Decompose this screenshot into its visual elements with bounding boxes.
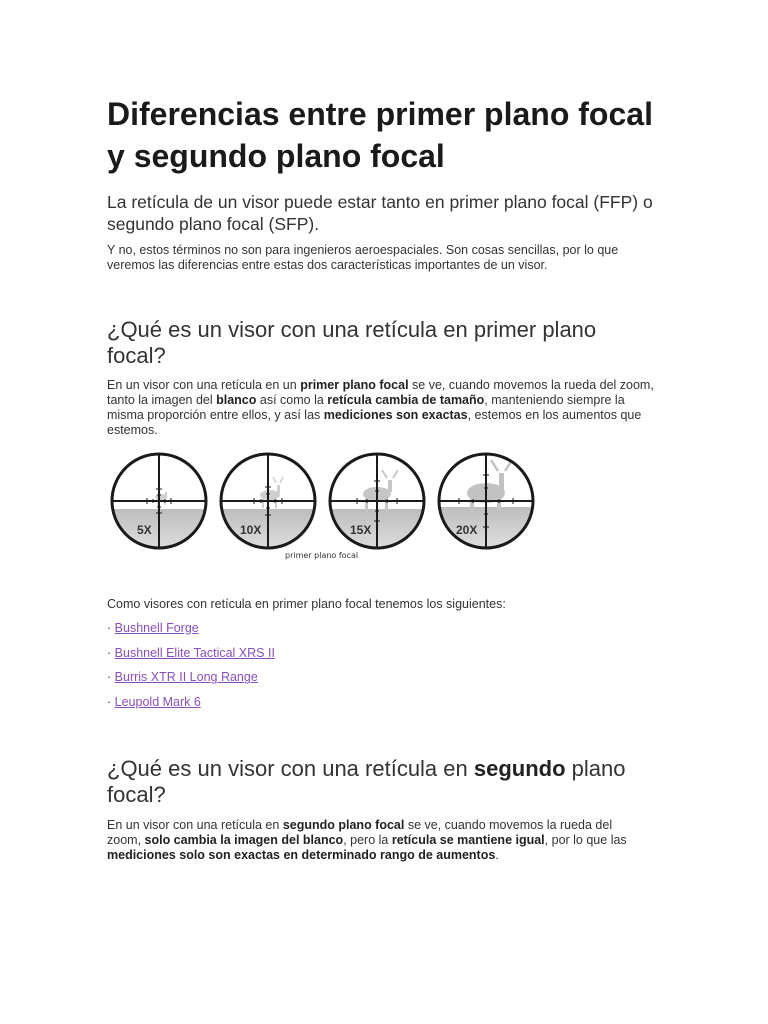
sfp-text-2: se ve, cuando movemos la rueda del zoom, xyxy=(107,818,613,847)
page-title: Diferencias entre primer plano focal y segundo plano focal xyxy=(107,96,653,174)
ffp-heading: ¿Qué es un visor con una retícula en primer plano focal? xyxy=(107,317,597,368)
sfp-heading xyxy=(107,756,647,808)
figure-caption: primer plano focal xyxy=(285,551,359,560)
ffp-bold-1: primer plano focal xyxy=(300,378,409,392)
sfp-bold-1: segundo plano focal xyxy=(282,818,405,832)
list-item xyxy=(107,621,275,646)
bullet: · xyxy=(107,695,112,710)
scope-10x xyxy=(217,454,327,559)
sfp-heading-text-1: ¿Qué es un visor con una retícula en xyxy=(107,756,474,781)
lead-paragraph: La retícula de un visor puede estar tanto en primer plano focal (FFP) o segundo plano focal (SFP). xyxy=(107,192,653,234)
scope-5x xyxy=(107,454,217,559)
sfp-text-5: . xyxy=(495,848,499,862)
list-item xyxy=(107,670,275,695)
ffp-text-1: En un visor con una retícula en un xyxy=(107,378,301,392)
ffp-paragraph xyxy=(107,378,662,438)
ffp-text-2: se ve, cuando movemos la rueda del zoom, tanto la imagen del xyxy=(107,378,654,407)
sfp-heading-text-2: plano focal? xyxy=(107,756,626,807)
mag-label-20x: 20X xyxy=(456,523,478,537)
bullet: · xyxy=(107,645,112,660)
scope-15x xyxy=(327,454,437,559)
scope-link-bushnell-forge[interactable]: Bushnell Forge xyxy=(114,621,199,635)
ffp-bold-3: retícula cambia de tamaño xyxy=(327,393,485,407)
sfp-text-1: En un visor con una retícula en xyxy=(107,818,283,832)
sfp-bold-2: solo cambia la imagen del blanco xyxy=(144,833,344,847)
mag-label-5x: 5X xyxy=(137,523,152,537)
list-item xyxy=(107,695,275,720)
scope-link-leupold-mark-6[interactable]: Leupold Mark 6 xyxy=(114,695,201,710)
ffp-text-4: , manteniendo siempre la misma proporción entre ellos, y así las xyxy=(107,393,625,422)
mag-label-15x: 15X xyxy=(350,523,372,537)
ffp-scopes-list xyxy=(107,621,275,720)
scopes-list-intro: Como visores con retícula en primer plano focal tenemos los siguientes: xyxy=(107,597,506,611)
ffp-bold-4: mediciones son exactas xyxy=(323,408,468,422)
scope-link-bushnell-elite-tactical[interactable]: Bushnell Elite Tactical XRS II xyxy=(114,645,275,660)
list-item xyxy=(107,646,275,671)
bullet: · xyxy=(107,621,112,635)
scope-link-burris-xtr-ii[interactable]: Burris XTR II Long Range xyxy=(114,670,258,685)
mag-label-10x: 10X xyxy=(240,523,262,537)
bullet: · xyxy=(107,670,112,685)
sfp-bold-3: retícula se mantiene igual xyxy=(391,833,545,847)
ffp-text-3: así como la xyxy=(256,393,328,407)
intro-paragraph: Y no, estos términos no son para ingenieros aeroespaciales. Son cosas sencillas, por lo que veremos las diferencias entre estas dos características importantes de un visor. xyxy=(107,243,619,272)
sfp-text-3: , pero la xyxy=(343,833,392,847)
ffp-text-5: , estemos en los aumentos que estemos. xyxy=(107,408,642,437)
sfp-heading-bold: segundo xyxy=(473,756,566,781)
sfp-bold-4: mediciones solo son exactas en determinado rango de aumentos xyxy=(107,848,496,862)
ffp-bold-2: blanco xyxy=(216,393,257,407)
scope-20x xyxy=(437,454,537,557)
sfp-paragraph xyxy=(107,818,627,863)
ffp-reticle-illustration xyxy=(107,447,537,562)
sfp-text-4: , por lo que las xyxy=(544,833,627,847)
